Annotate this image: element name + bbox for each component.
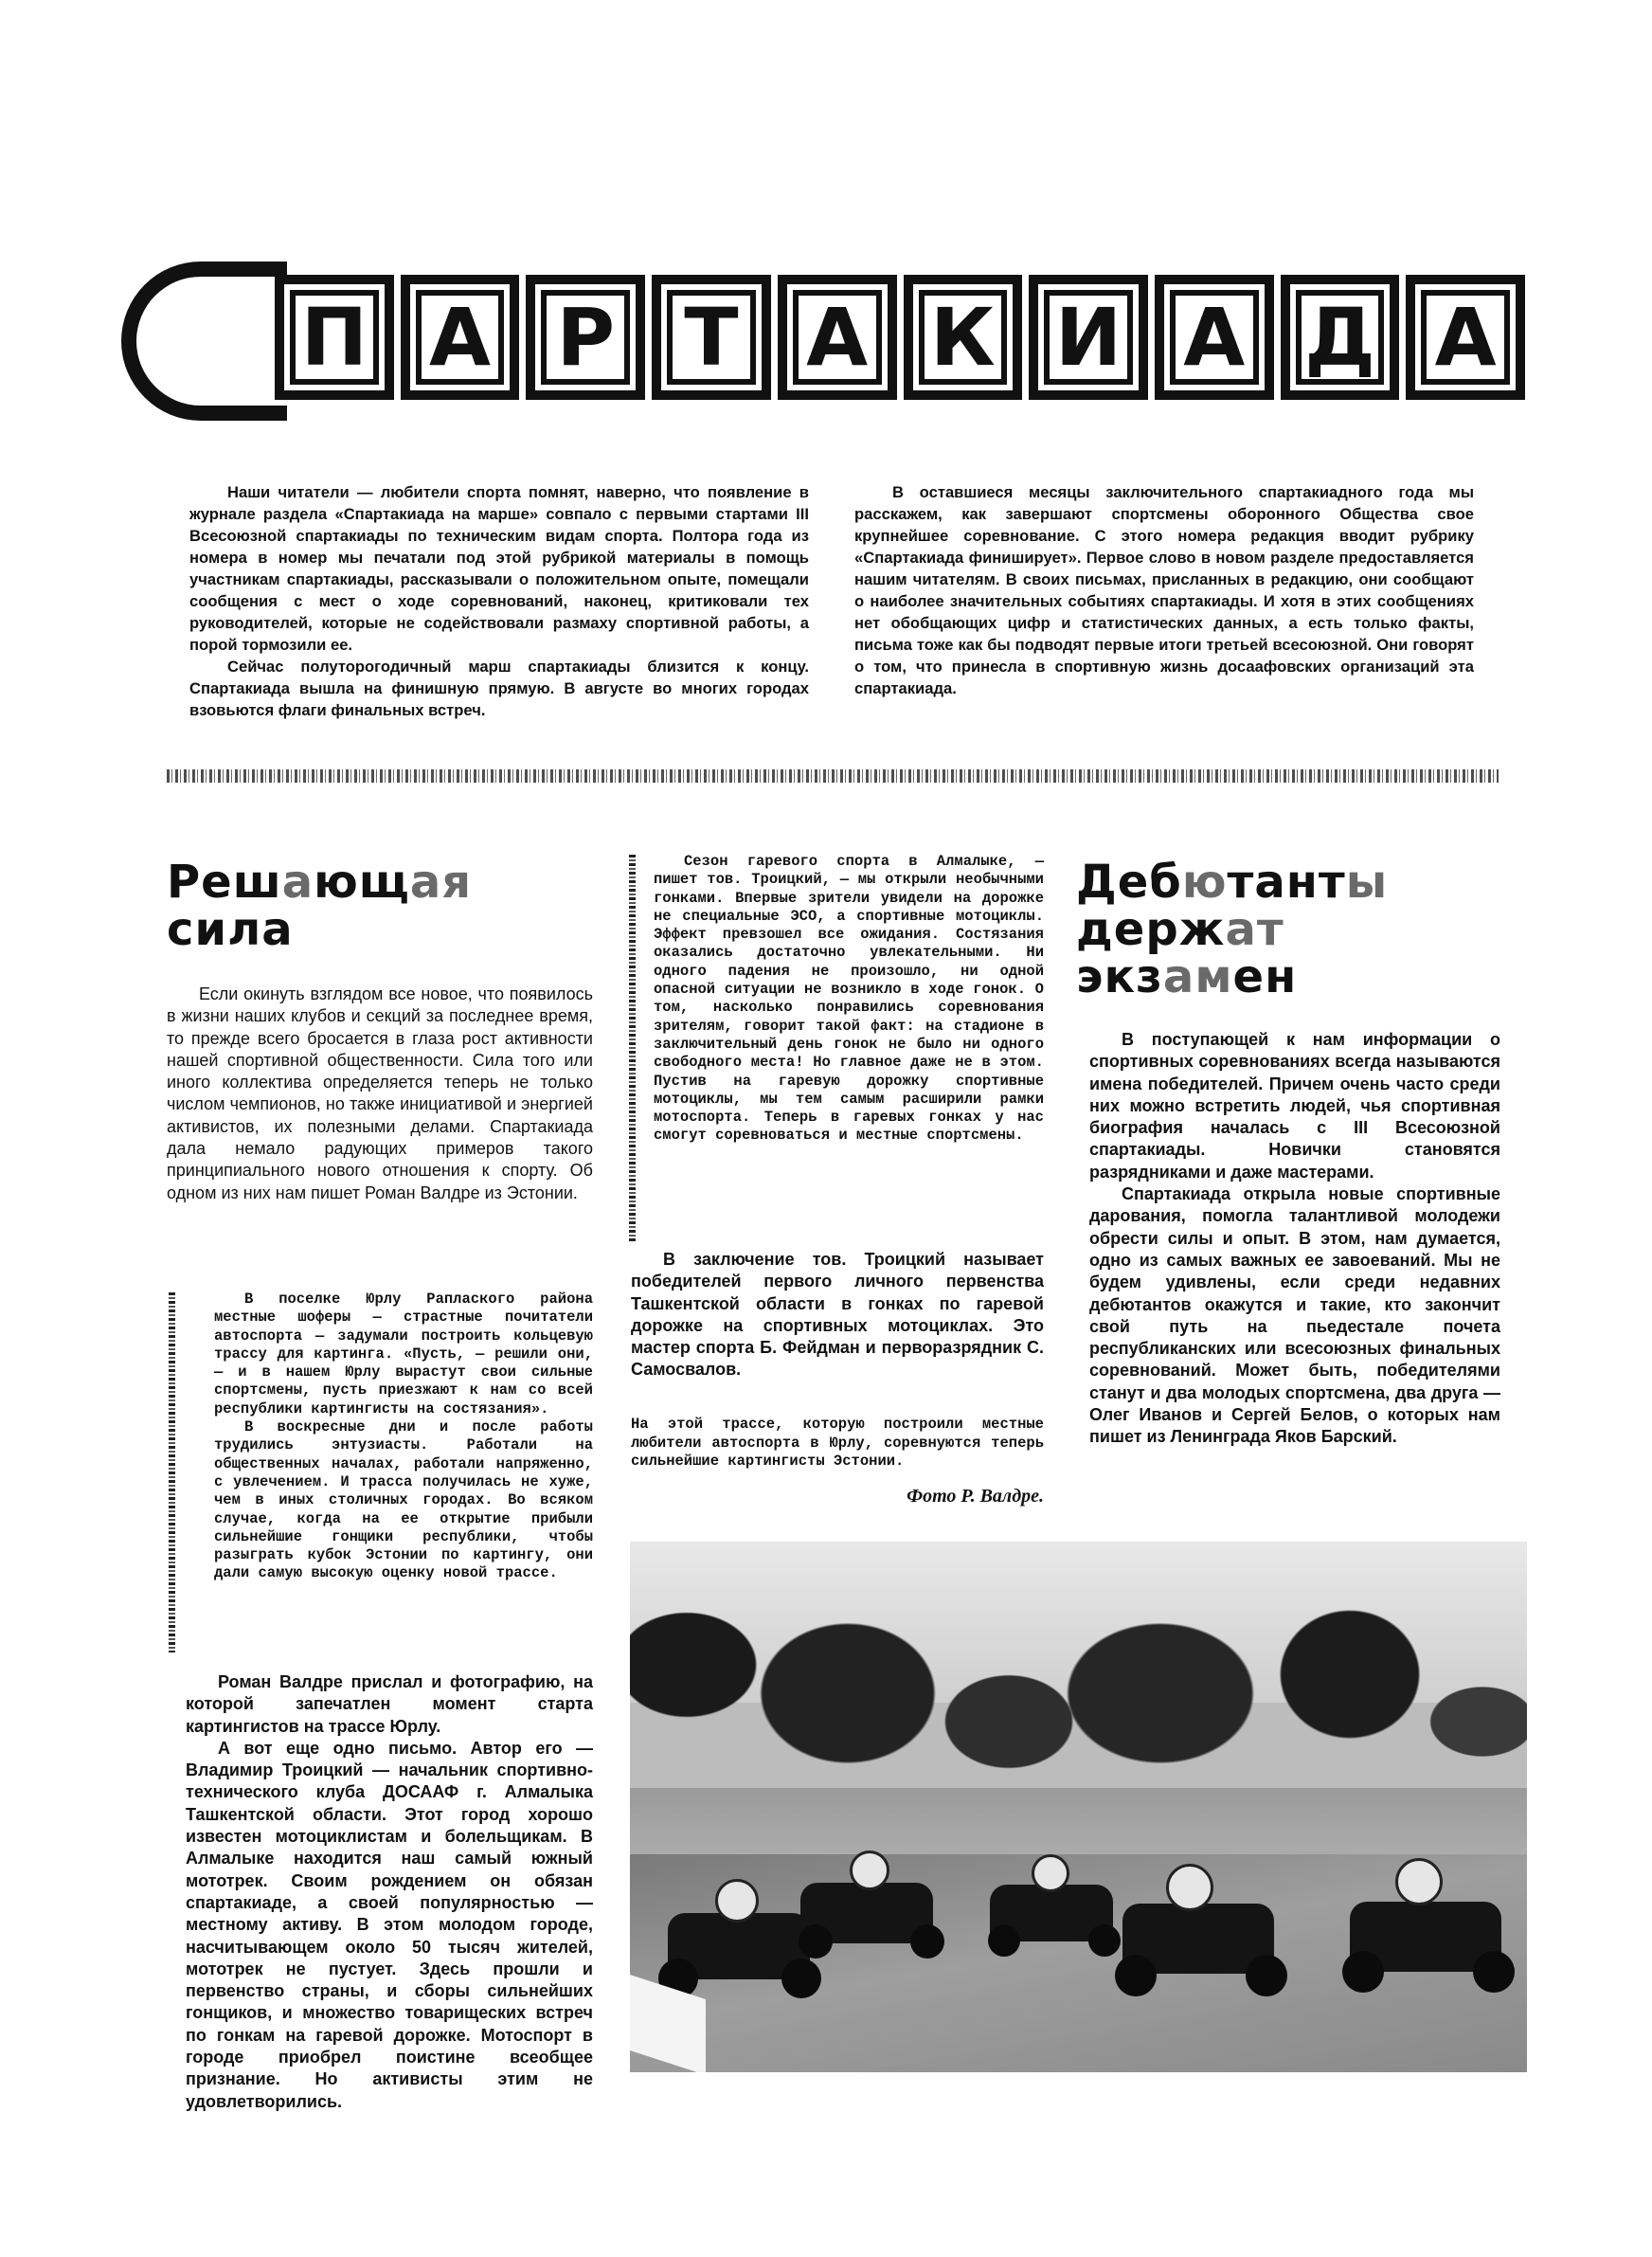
intro-left-column [189,481,809,721]
article-paragraph: А вот еще одно письмо. Автор его — Владимир Троицкий — начальник спортивно-технического клуба ДОСААФ г. Алмалыка Ташкентской области. Этот город хорошо известен мотоциклистам и болельщикам. В Алмалыке находится наш самый южный мототрек. Своим рождением он обязан спартакиаде, а своей популярностью — местному активу. В этом молодом городе, насчитывающем около 50 тысяч жителей, мототрек не пустует. Здесь прошли и первенство страны, и сборы сильнейших гонщиков, и множество товарищеских встреч по гонкам на гаревой дорожке. Мотоспорт в городе приобрел поистине всеобщее признание. Но активисты этим не удовлетворились. [186,1738,593,2111]
kart-wheel [1246,1955,1287,1996]
kart-wheel [799,1924,833,1959]
article1-inset [214,1291,593,1583]
middle-conclusion [631,1249,1044,1381]
masthead-letter: А [401,275,520,400]
title-fragment: ая [409,856,473,909]
photo-caption [631,1416,1044,1472]
kart-wheel [1115,1955,1157,1996]
title-fragment: ат [1225,903,1284,956]
title-fragment: Деб [1076,856,1182,909]
kart-wheel [910,1924,944,1959]
driver-helmet [1166,1864,1213,1911]
driver-helmet [715,1879,759,1923]
kart-wheel [1342,1951,1384,1993]
kart-wheel [988,1924,1020,1957]
inset-rule [629,855,636,1243]
title-fragment: тант [1227,856,1346,909]
masthead-letter: Р [526,275,645,400]
title-fragment: экз [1076,950,1163,1003]
article1-continuation [186,1671,593,2113]
article-paragraph: Роман Валдре прислал и фотографию, на которой запечатлен момент старта картингистов на трассе Юрлу. [186,1672,593,1736]
masthead-title [275,275,1525,400]
title-fragment: ен [1232,950,1298,1003]
article-paragraph: Спартакиада открыла новые спортивные дарования, помогла талантливой молодежи обрести силы и опыт. В этом, нам думается, одно из самых важных ее завоеваний. Мы не будем удивлены, если среди недавних дебютантов окажутся и такие, кто закончит свой путь на пьедестале почета республиканских или всесоюзных финальных соревнований. Может быть, победителями станут и два молодых спортсмена, два друга — Олег Иванов и Сергей Белов, о которых нам пишет из Ленинграда Яков Барский. [1089,1184,1500,1447]
masthead-letter: П [275,275,394,400]
inset-rule [169,1292,175,1652]
inset-paragraph: В поселке Юрлу Раплаского района местные шоферы — страстные почитатели автоспорта — задумали построить кольцевую трассу для картинга. «Пусть, — решили они, — и в нашем Юрлу вырастут свои сильные спортсмены, пусть приезжают к нам со всей республики картингисты на состязания». [214,1291,593,1417]
caption-text: На этой трассе, которую построили местные любители автоспорта в Юрлу, соревнуются теперь сильнейшие картингисты Эстонии. [631,1416,1044,1470]
title-fragment: держ [1076,903,1226,956]
masthead-letter: Д [1281,275,1400,400]
article1-lead [167,984,593,1204]
kart-wheel [1088,1924,1121,1957]
intro-paragraph: В оставшиеся месяцы заключительного спартакиадного года мы расскажем, как завершают спортсмены оборонного Общества свое крупнейшее соревнование. С этого номера редакция вводит рубрику «Спартакиада финиширует». Первое слово в новом разделе предоставляется нашим читателям. В своих письмах, присланных в редакцию, они сообщают о наиболее значительных событиях спартакиады. И хотя в этих сообщениях нет обобщающих цифр и статистических данных, а есть только факты, письма тоже как бы подводят первые итоги третьей всесоюзной. Они говорят о том, что принесла в спортивную жизнь досаафовских организаций эта спартакиада. [854,483,1474,697]
inset-paragraph: В воскресные дни и после работы трудились энтузиасты. Работали на общественных началах, работали напряженно, с увлечением. И трасса получилась не хуже, чем в иных столичных городах. Во всяком случае, когда на ее открытие прибыли сильнейшие гонщики республики, чтобы разыграть кубок Эстонии по картингу, они дали самую высокую оценку новой трассе. [214,1418,593,1582]
masthead-letter: К [904,275,1023,400]
photo-credit: Фото Р. Валдре. [907,1486,1044,1507]
article-paragraph: В заключение тов. Троицкий называет победителей первого личного первенства Ташкентской области в гонках по гаревой дорожке на спортивных мотоциклах. Это мастер спорта Б. Фейдман и перворазрядник С. Самосвалов. [631,1250,1044,1380]
masthead-letter: А [1155,275,1274,400]
title-fragment: ы [1345,856,1389,909]
title-fragment: ю [1181,856,1228,909]
article2-body [1089,1029,1500,1449]
inset-paragraph: Сезон гаревого спорта в Алмалыке, — пишет тов. Троицкий, — мы открыли необычными гонками. Впервые зрители увидели на дорожке не специальные ЭСО, а спортивные мотоциклы. Эффект превзошел все ожидания. Состязания оказались достаточно увлекательными. Ни одного падения не произошло, ни одной опасной ситуации не возникло в ходе гонок. О том, насколько понравились соревнования зрителям, говорит такой факт: на стадионе в заключительный день гонок не было ни одного свободного места! Но главное даже не в этом. Пустив на гаревую дорожку спортивные мотоциклы, мы тем самым расширили рамки мотоспорта. Теперь в гаревых гонках у нас смогут соревноваться и местные спортсмены. [654,853,1044,1145]
kart-wheel [1473,1951,1515,1993]
intro-paragraph: Сейчас полуторогодичный марш спартакиады близится к концу. Спартакиада вышла на финишную прямую. В августе во многих городах взовьются флаги финальных встреч. [189,658,809,719]
driver-helmet [1395,1858,1443,1905]
masthead-letter: А [778,275,897,400]
article-paragraph: Если окинуть взглядом все новое, что появилось в жизни наших клубов и секций за последнее время, то прежде всего бросается в глаза рост активности нашей спортивной общественности. Сила того или иного коллектива определяется теперь не только числом чемпионов, но также инициативой и энергией активистов, их полезными делами. Спартакиада дала немало радующих примеров такого принципиального нового отношения к спорту. Об одном из них нам пишет Роман Валдре из Эстонии. [167,984,593,1202]
article-paragraph: В поступающей к нам информации о спортивных соревнованиях всегда называются имена победителей. Причем очень часто среди них можно встретить людей, чья спортивная биография началась с III Всесоюзной спартакиады. Новички становятся разрядниками и даже мастерами. [1089,1030,1500,1182]
driver-helmet [1032,1854,1069,1892]
masthead-first-letter-text [152,280,228,402]
title-fragment: ам [1162,950,1233,1003]
article1-title [167,856,508,956]
masthead-letter: Т [652,275,771,400]
masthead-letter: И [1029,275,1148,400]
intro-right-column [854,481,1474,699]
title-fragment: ющ [314,856,410,909]
masthead-letter: А [1406,275,1525,400]
title-fragment: Реш [167,856,282,909]
karting-photo [630,1542,1527,2072]
decorative-divider [167,769,1499,783]
kart-wheel [781,1959,821,1998]
middle-inset [654,853,1044,1146]
intro-paragraph: Наши читатели — любители спорта помнят, наверно, что появление в журнале раздела «Спартакиада на марше» совпало с первыми стартами III Всесоюзной спартакиады по техническим видам спорта. Полтора года из номера в номер мы печатали под этой рубрикой материалы в помощь участникам спартакиады, рассказывали о положительном опыте, помещали сообщения с мест о ходе соревнований, наконец, критиковали тех руководителей, которые не содействовали размаху спортивной работы, а порой тормозили ее. [189,483,809,654]
driver-helmet [850,1851,889,1890]
title-line: сила [167,903,294,956]
title-fragment: а [281,856,314,909]
article2-title [1076,858,1512,1001]
